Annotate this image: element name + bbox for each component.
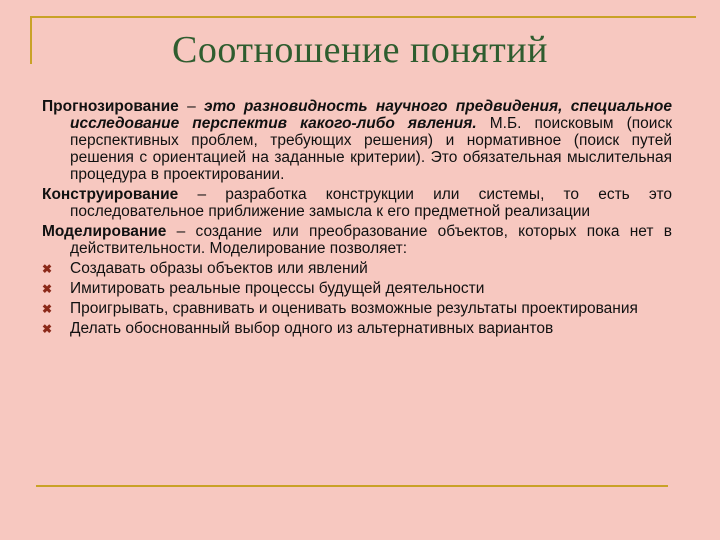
model-paragraph [42,223,672,257]
slide-title: Соотношение понятий [172,29,548,71]
prognoz-paragraph [42,98,672,183]
bullet-text: Проигрывать, сравнивать и оценивать возможные результаты проектирования [70,300,638,317]
frame-top-line [30,16,696,18]
konstr-term: Конструирование [42,186,179,203]
x-bullet-icon: ✖ [42,282,53,296]
x-bullet-icon: ✖ [42,302,53,316]
prognoz-dash: – [178,98,205,115]
konstr-paragraph [42,186,672,220]
prognoz-term: Прогнозирование [42,98,179,115]
list-item [42,260,672,277]
slide-body [42,98,672,337]
prognoz-definition-rest: М.Б. поисковым (поиск перспективных проблем, требующих решения) и нормативное (поиск путей решения с ориентацией на заданные критерии). Это обязательная мыслительная процедура в проектировании. [70,115,672,183]
model-term: Моделирование [42,223,167,240]
list-item [42,320,672,337]
prognoz-definition-emph: это разновидность научного предвидения, специальное исследование перспектив какого-либо явления. [70,98,672,132]
bullet-text: Создавать образы объектов или явлений [70,260,368,277]
frame-bottom-line [36,485,668,487]
bullet-list [42,260,672,337]
konstr-definition: – разработка конструкции или системы, то есть это последовательное приближение замысла к его предметной реализации [70,186,672,220]
list-item [42,300,672,317]
list-item [42,280,672,297]
x-bullet-icon: ✖ [42,322,53,336]
bullet-text: Имитировать реальные процессы будущей деятельности [70,280,485,297]
model-definition: – создание или преобразование объектов, которых пока нет в действительности. Моделирование позволяет: [70,223,672,257]
bullet-text: Делать обоснованный выбор одного из альтернативных вариантов [70,320,554,337]
x-bullet-icon: ✖ [42,262,53,276]
